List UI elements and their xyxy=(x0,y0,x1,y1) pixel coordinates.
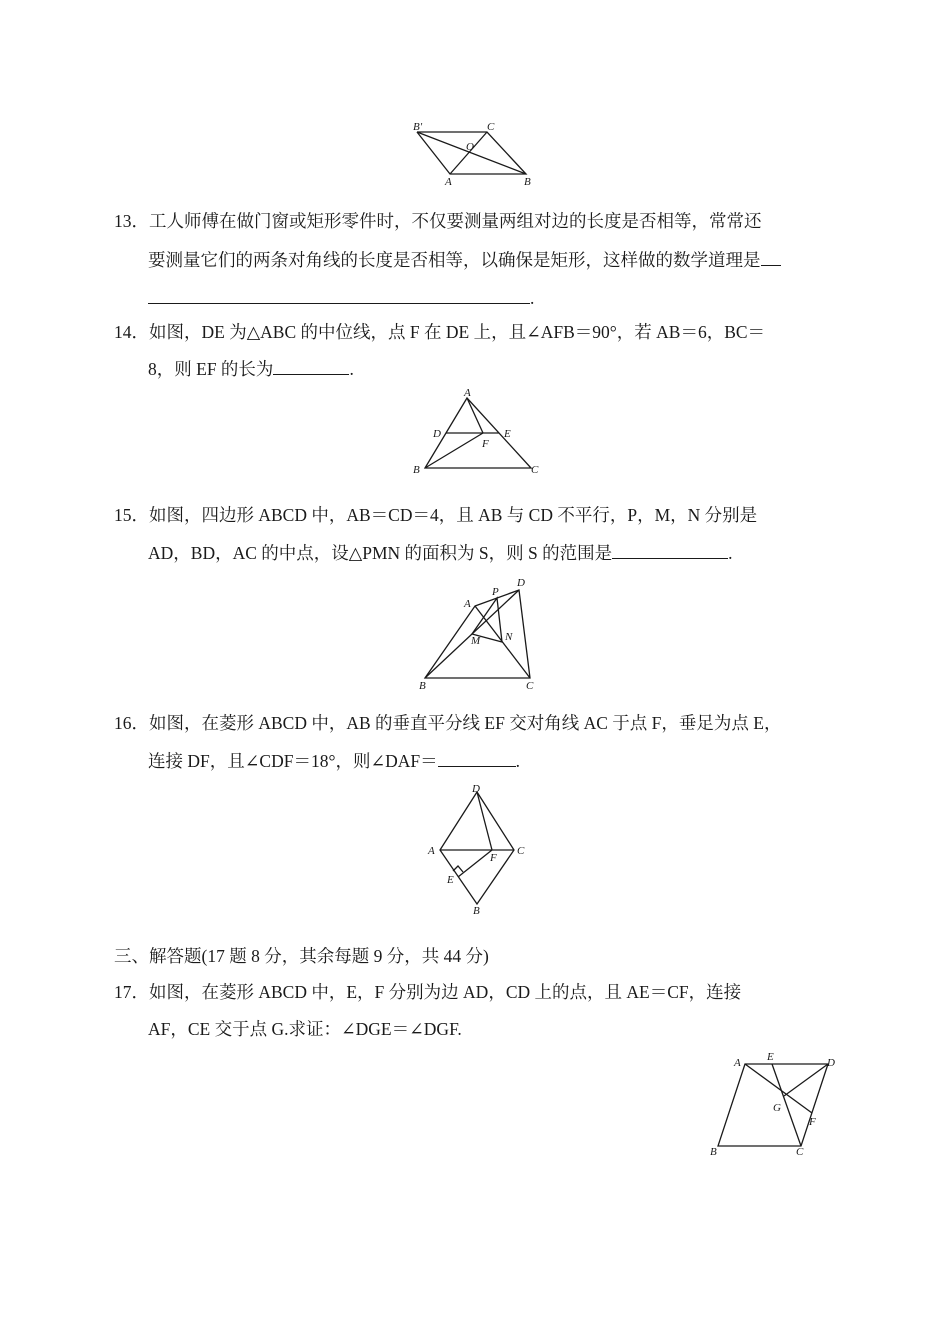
fig12-label: B′ xyxy=(413,121,423,133)
answer-blank xyxy=(612,540,728,559)
q16-label: E xyxy=(447,874,454,886)
q14-label: E xyxy=(504,428,511,440)
q15-quadrilateral-abcd xyxy=(425,590,530,678)
q16-segment-df xyxy=(477,792,492,850)
q16-label: B xyxy=(473,905,480,917)
q17-label: B xyxy=(710,1146,717,1158)
q14-label: B xyxy=(413,464,420,476)
fig12-label: B xyxy=(524,176,531,188)
q17-segment-dg xyxy=(784,1064,828,1096)
figure-q17-rhombus xyxy=(700,1048,850,1160)
q14-number: 14． xyxy=(114,322,149,342)
q13-text-line1: 工人师傅在做门窗或矩形零件时，不仅要测量两组对边的长度是否相等，常常还 xyxy=(149,211,762,231)
q17-label: C xyxy=(796,1146,804,1158)
q15-label: N xyxy=(505,631,513,643)
q16-number: 16． xyxy=(114,713,149,733)
q15-text-line1: 如图，四边形 ABCD 中，AB＝CD＝4，且 AB 与 CD 不平行，P，M，N 分别是 xyxy=(149,505,758,525)
q16-text-line1: 如图，在菱形 ABCD 中，AB 的垂直平分线 EF 交对角线 AC 于点 F，垂足为点 E， xyxy=(149,713,782,733)
q14-label: C xyxy=(531,464,539,476)
q16-label: F xyxy=(490,852,497,864)
fig12-label: O xyxy=(466,141,474,153)
q17-label: D xyxy=(827,1057,835,1069)
figure-q14-triangle xyxy=(405,388,555,478)
q15-label: B xyxy=(419,680,426,692)
answer-blank xyxy=(761,247,781,266)
q17-label: F xyxy=(809,1116,816,1128)
answer-blank xyxy=(148,285,530,304)
figure-q16-rhombus xyxy=(420,780,540,920)
q16-text-line2: 连接 DF，且∠CDF＝18°，则∠DAF＝ xyxy=(148,751,438,771)
q17-label: E xyxy=(767,1051,774,1063)
answer-blank xyxy=(273,356,349,375)
q15-end: . xyxy=(728,543,733,563)
q16-label: D xyxy=(472,783,480,795)
q13-end: . xyxy=(530,288,535,308)
q15-label: A xyxy=(464,598,471,610)
fig12-label: A xyxy=(445,176,452,188)
q17-label: A xyxy=(734,1057,741,1069)
q15-text-line2: AD，BD，AC 的中点，设△PMN 的面积为 S，则 S 的范围是 xyxy=(148,543,613,563)
q14-end: . xyxy=(349,359,354,379)
q17-text-line2: AF，CE 交于点 G.求证：∠DGE＝∠DGF. xyxy=(148,1019,462,1039)
q17-number: 17． xyxy=(114,982,149,1002)
q15-number: 15． xyxy=(114,505,149,525)
q16-rhombus-abcd xyxy=(440,792,514,904)
q14-segment-af xyxy=(467,398,483,433)
q15-label: C xyxy=(526,680,534,692)
q16-label: A xyxy=(428,845,435,857)
figure-parallelogram-abcd xyxy=(405,118,545,190)
q16-segment-ef xyxy=(458,850,492,877)
fig12-label: C xyxy=(487,121,495,133)
answer-blank xyxy=(438,748,516,767)
q16-end: . xyxy=(515,751,520,771)
q14-text-line2: 8，则 EF 的长为 xyxy=(148,359,274,379)
fig12-diagonal-2 xyxy=(450,132,487,174)
q17-text-line1: 如图，在菱形 ABCD 中，E，F 分别为边 AD，CD 上的点，且 AE＝CF，连接 xyxy=(149,982,742,1002)
q14-label: A xyxy=(464,388,471,399)
section-heading-answers: 三、解答题(17 题 8 分，其余每题 9 分，共 44 分) xyxy=(114,946,489,966)
q17-label: G xyxy=(773,1102,781,1114)
figure-q15-quadrilateral xyxy=(405,574,555,694)
q14-label: F xyxy=(482,438,489,450)
q14-text-line1: 如图，DE 为△ABC 的中位线，点 F 在 DE 上，且∠AFB＝90°，若 AB＝6，BC＝ xyxy=(149,322,766,342)
q16-label: C xyxy=(517,845,525,857)
q15-label: M xyxy=(471,635,481,647)
q14-label: D xyxy=(433,428,441,440)
q15-label: P xyxy=(492,586,499,598)
q13-number: 13． xyxy=(114,211,149,231)
q13-text-line2: 要测量它们的两条对角线的长度是否相等，以确保是矩形，这样做的数学道理是 xyxy=(148,250,761,270)
q15-label: D xyxy=(517,577,525,589)
